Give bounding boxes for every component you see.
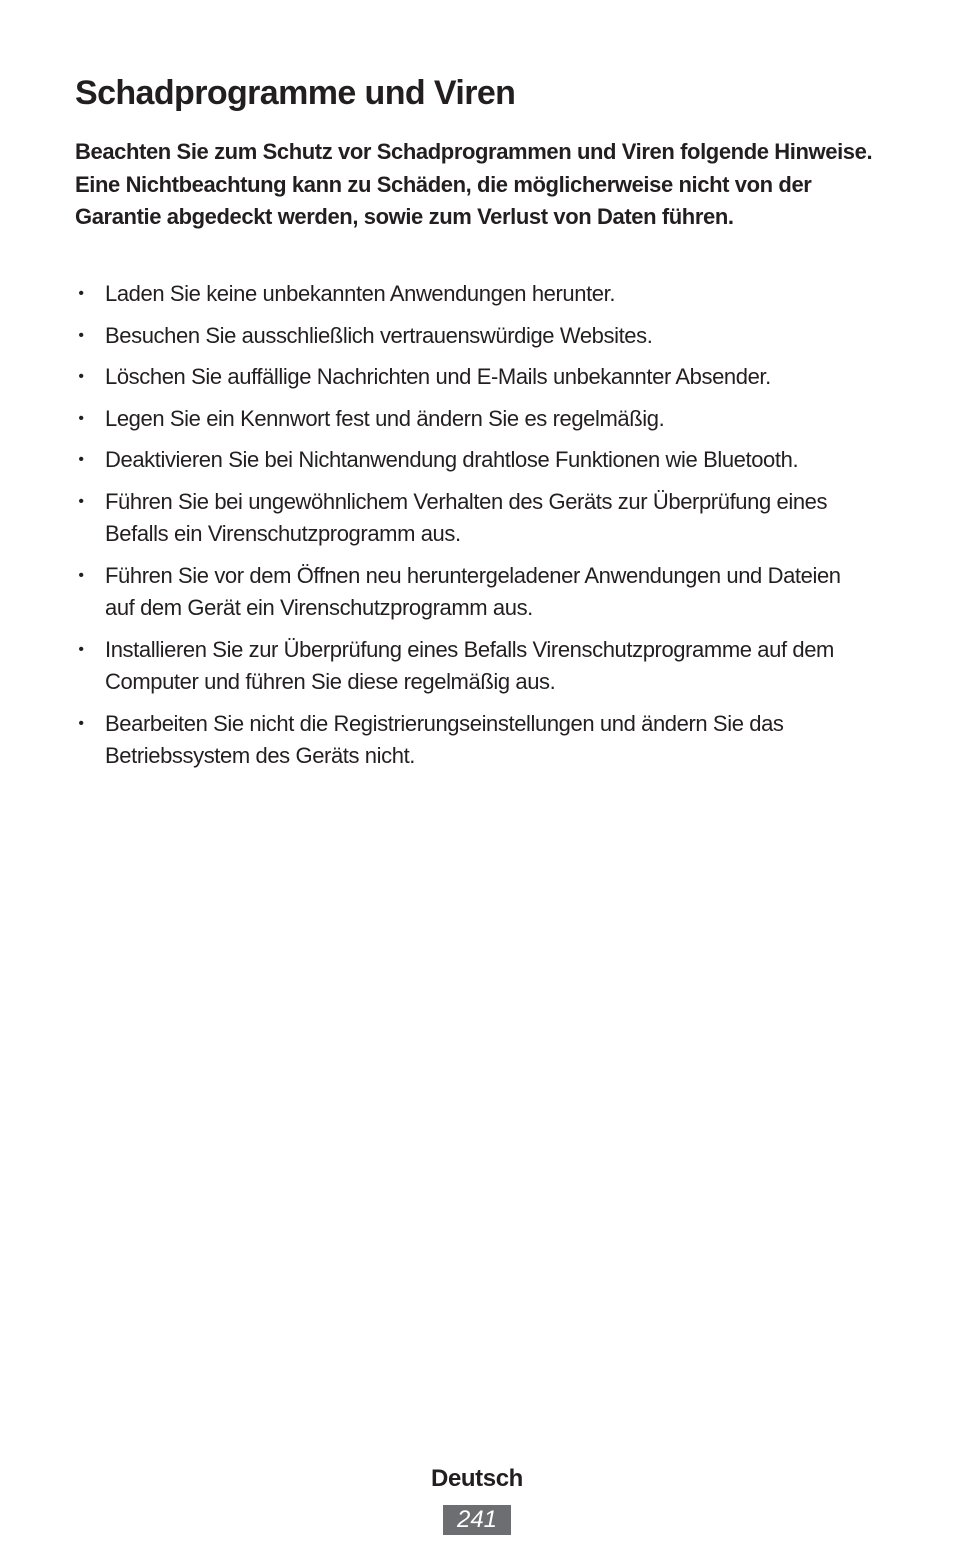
bullet-icon: •	[78, 326, 84, 344]
bullet-list	[75, 278, 875, 782]
list-item-text: Besuchen Sie ausschließlich vertrauenswürdige Websites.	[105, 322, 653, 348]
list-item-text: Führen Sie vor dem Öffnen neu heruntergeladener Anwendungen und Dateien auf dem Gerät ein Virenschutzprogramm aus.	[105, 562, 841, 620]
list-item	[75, 444, 875, 477]
list-item-text: Laden Sie keine unbekannten Anwendungen herunter.	[105, 281, 616, 306]
page-number-badge: 241	[443, 1505, 511, 1535]
list-item	[75, 403, 875, 436]
bullet-icon: •	[78, 566, 84, 584]
bullet-icon: •	[78, 285, 84, 302]
bullet-icon: •	[78, 492, 84, 510]
list-item	[75, 560, 875, 625]
list-item	[75, 634, 875, 699]
list-item-text: Legen Sie ein Kennwort fest und ändern Sie es regelmäßig.	[105, 405, 665, 431]
page-title: Schadprogramme und Viren	[75, 74, 516, 112]
intro-paragraph: Beachten Sie zum Schutz vor Schadprogrammen und Viren folgende Hinweise. Eine Nichtbeachtung kann zu Schäden, die möglicherweise nicht von der Garantie abgedeckt werden, sowie zum Verlust von Daten führen.	[75, 139, 873, 229]
bullet-icon: •	[78, 368, 84, 385]
footer-language: Deutsch	[431, 1465, 523, 1492]
list-item	[75, 361, 875, 394]
list-item	[75, 278, 875, 311]
bullet-icon: •	[78, 451, 84, 468]
list-item-text: Löschen Sie auffällige Nachrichten und E-Mails unbekannter Absender.	[105, 364, 771, 389]
bullet-icon: •	[78, 409, 84, 427]
list-item	[75, 708, 875, 773]
bullet-icon: •	[78, 714, 84, 732]
list-item	[75, 486, 875, 551]
list-item-text: Bearbeiten Sie nicht die Registrierungseinstellungen und ändern Sie das Betriebssystem des Geräts nicht.	[105, 710, 784, 768]
list-item-text: Deaktivieren Sie bei Nichtanwendung drahtlose Funktionen wie Bluetooth.	[105, 447, 799, 472]
bullet-icon: •	[78, 640, 84, 658]
list-item	[75, 320, 875, 353]
list-item-text: Installieren Sie zur Überprüfung eines Befalls Virenschutzprogramme auf dem Computer und führen Sie diese regelmäßig aus.	[105, 636, 834, 694]
list-item-text: Führen Sie bei ungewöhnlichem Verhalten des Geräts zur Überprüfung eines Befalls ein Virenschutzprogramm aus.	[105, 488, 828, 546]
